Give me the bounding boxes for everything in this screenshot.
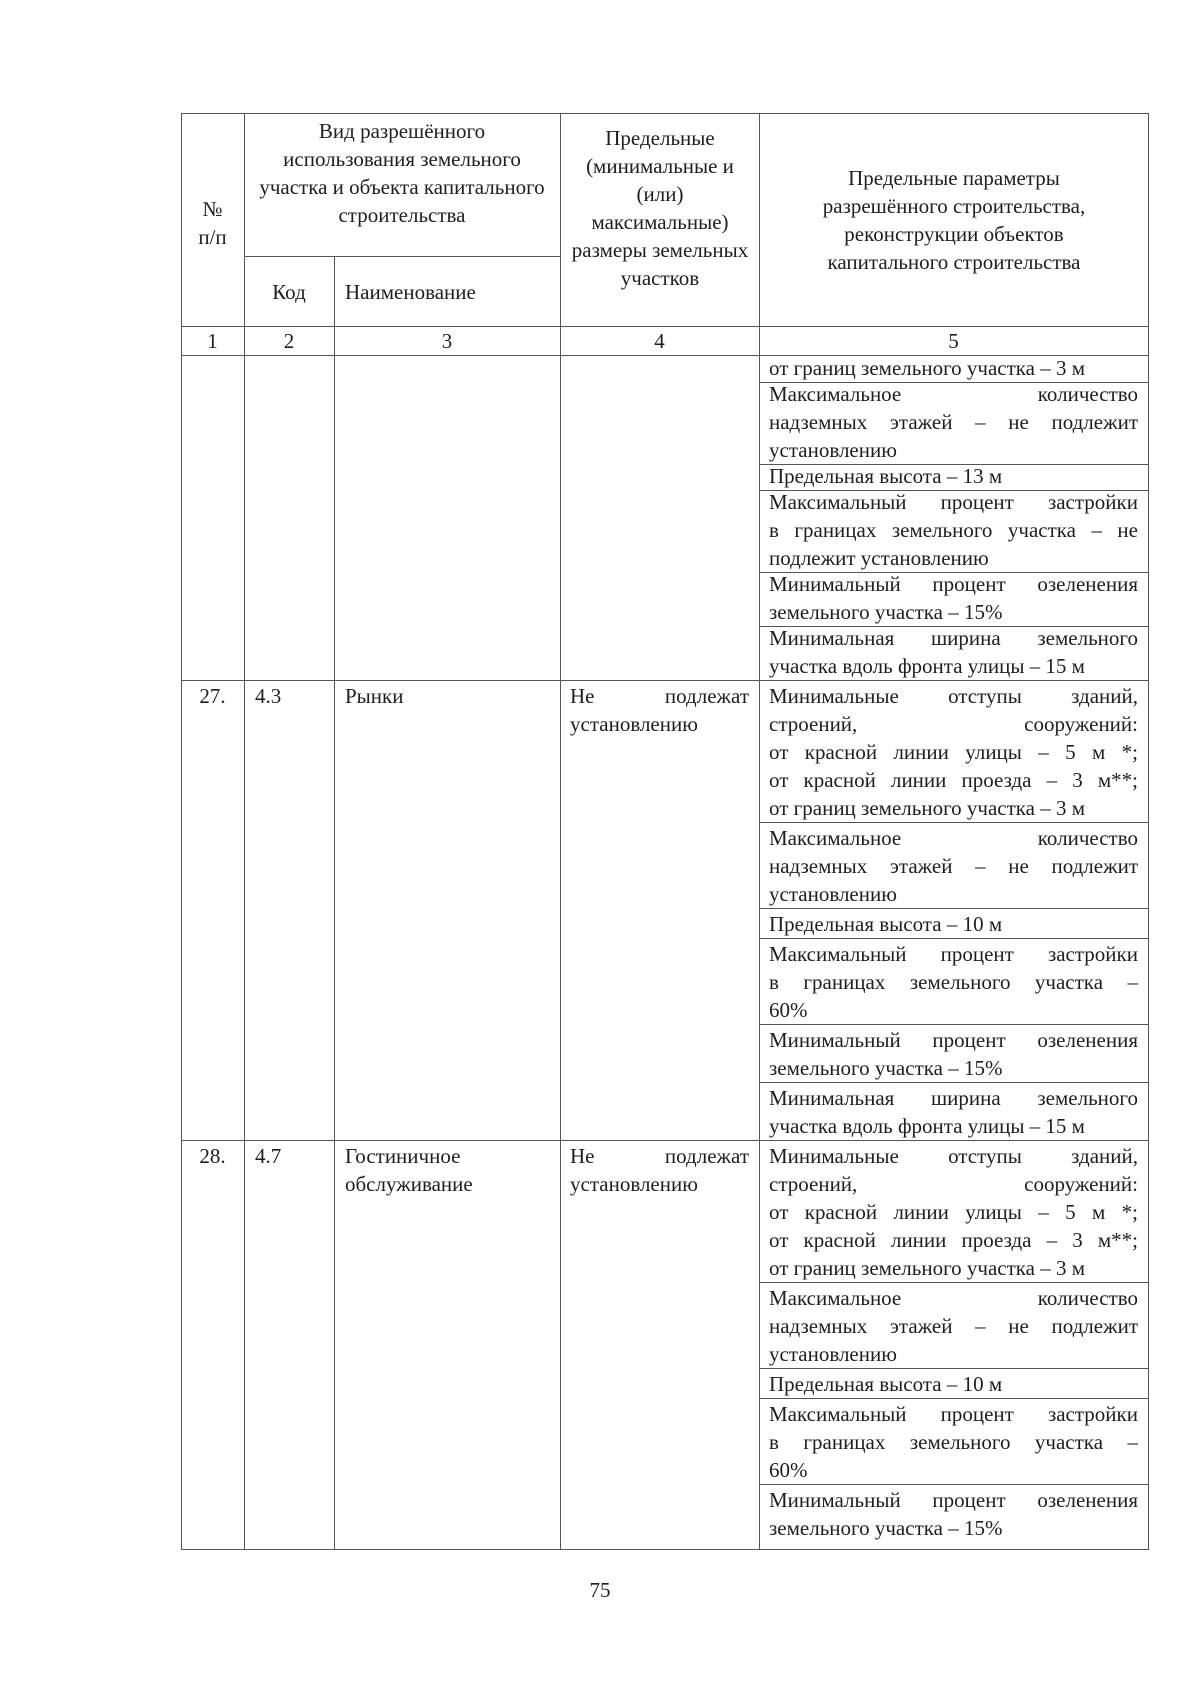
param-line: строений, сооружений: (769, 712, 1138, 736)
sizes-line: Не подлежат (570, 1144, 749, 1168)
param-line: от границ земельного участка – 3 м (769, 1256, 1086, 1280)
param-line: строений, сооружений: (769, 1172, 1138, 1196)
param-line: от границ земельного участка – 3 м (769, 356, 1086, 380)
param-line: Предельная высота – 10 м (769, 1372, 1003, 1396)
param-divider (759, 1282, 1149, 1283)
param-line: земельного участка – 15% (769, 1056, 1003, 1080)
param-line: земельного участка – 15% (769, 1516, 1003, 1540)
param-line: Предельная высота – 13 м (769, 464, 1003, 488)
param-line: установлению (769, 882, 897, 906)
param-line: Максимальный процент застройки (769, 490, 1138, 514)
param-block (759, 940, 1148, 1024)
row-number: 28. (199, 1144, 226, 1168)
param-block (759, 624, 1148, 680)
param-block (759, 1084, 1148, 1140)
header-subgroup-line (244, 256, 560, 257)
param-block (759, 682, 1148, 822)
param-line: в границах земельного участка – (769, 970, 1138, 994)
param-line: в границах земельного участка – не (769, 518, 1138, 542)
row-divider (181, 1140, 1149, 1141)
param-divider (759, 822, 1149, 823)
table-border-col2 (334, 256, 335, 1549)
param-divider (759, 908, 1149, 909)
param-block (759, 824, 1148, 908)
header-no: № п/п (198, 197, 227, 249)
sizes-line: Не подлежат (570, 684, 749, 708)
sizes-line: установлению (570, 712, 698, 736)
page-number: 75 (589, 1578, 611, 1602)
param-line: участка вдоль фронта улицы – 15 м (769, 654, 1085, 678)
param-block (759, 1370, 1148, 1398)
param-line: Минимальная ширина земельного (769, 1086, 1138, 1110)
param-divider (759, 1024, 1149, 1025)
param-line: Максимальный процент застройки (769, 1402, 1138, 1426)
row-code: 4.3 (255, 684, 282, 708)
param-line: от красной линии проезда – 3 м**; (769, 1228, 1138, 1252)
param-block (759, 1026, 1148, 1082)
param-divider (759, 1368, 1149, 1369)
table-border-top (181, 113, 1149, 114)
param-block (759, 1486, 1148, 1542)
row-sizes (560, 682, 759, 738)
param-line: Минимальный процент озеленения (769, 1488, 1138, 1512)
param-block (759, 1142, 1148, 1282)
param-line: в границах земельного участка – (769, 1430, 1138, 1454)
param-line: от границ земельного участка – 3 м (769, 796, 1086, 820)
header-name: Наименование (345, 280, 476, 304)
param-line: Минимальные отступы зданий, (769, 1144, 1138, 1168)
header-sizes: Предельные (минимальные и (или) максимальные) размеры земельных участков (571, 126, 749, 290)
param-line: Максимальный процент застройки (769, 942, 1138, 966)
param-line: Минимальные отступы зданий, (769, 684, 1138, 708)
param-line: Максимальное количество (769, 1286, 1138, 1310)
header-use-group: Вид разрешённого использования земельного участка и объекта капитального строительства (259, 119, 545, 227)
table-border-bottom (181, 1549, 1149, 1550)
row-code: 4.7 (255, 1144, 282, 1168)
param-block (759, 570, 1148, 626)
param-line: от красной линии улицы – 5 м *; (769, 1200, 1138, 1224)
param-line: установлению (769, 438, 897, 462)
param-line: Минимальная ширина земельного (769, 626, 1138, 650)
header-params: Предельные параметры разрешённого строительства, реконструкции объектов капитального строительства (822, 166, 1086, 274)
param-line: Максимальное количество (769, 826, 1138, 850)
param-line: от красной линии проезда – 3 м**; (769, 768, 1138, 792)
param-block (759, 1284, 1148, 1368)
table-border-right (1148, 113, 1149, 1549)
param-line: Предельная высота – 10 м (769, 912, 1003, 936)
param-divider (759, 938, 1149, 939)
row-sizes (560, 1142, 759, 1198)
sizes-line: установлению (570, 1172, 698, 1196)
param-line: от красной линии улицы – 5 м *; (769, 740, 1138, 764)
header-number-3: 3 (441, 329, 453, 353)
param-block (759, 380, 1148, 464)
row-divider (181, 680, 1149, 681)
header-number-2: 2 (283, 329, 295, 353)
param-divider (759, 1398, 1149, 1399)
param-line: 60% (769, 1458, 808, 1482)
header-number-4: 4 (654, 329, 665, 353)
param-divider (759, 1484, 1149, 1485)
param-line: надземных этажей – не подлежит (769, 410, 1138, 434)
param-block (759, 488, 1148, 572)
param-block (759, 462, 1148, 490)
param-line: надземных этажей – не подлежит (769, 854, 1138, 878)
param-line: земельного участка – 15% (769, 600, 1003, 624)
param-line: установлению (769, 1342, 897, 1366)
param-line: надземных этажей – не подлежит (769, 1314, 1138, 1338)
param-block (759, 1400, 1148, 1484)
header-number-5: 5 (948, 329, 959, 353)
param-block (759, 354, 1148, 382)
param-block (759, 910, 1148, 938)
param-line: Минимальный процент озеленения (769, 572, 1138, 596)
row-name: Рынки (345, 684, 404, 708)
param-line: 60% (769, 998, 808, 1022)
row-name: Гостиничное обслуживание (345, 1144, 473, 1196)
param-line: Максимальное количество (769, 382, 1138, 406)
header-code: Код (272, 280, 306, 304)
param-line: Минимальный процент озеленения (769, 1028, 1138, 1052)
param-line: участка вдоль фронта улицы – 15 м (769, 1114, 1085, 1138)
param-divider (759, 1082, 1149, 1083)
param-line: подлежит установлению (769, 546, 989, 570)
row-number: 27. (199, 684, 226, 708)
header-number-1: 1 (207, 329, 218, 353)
